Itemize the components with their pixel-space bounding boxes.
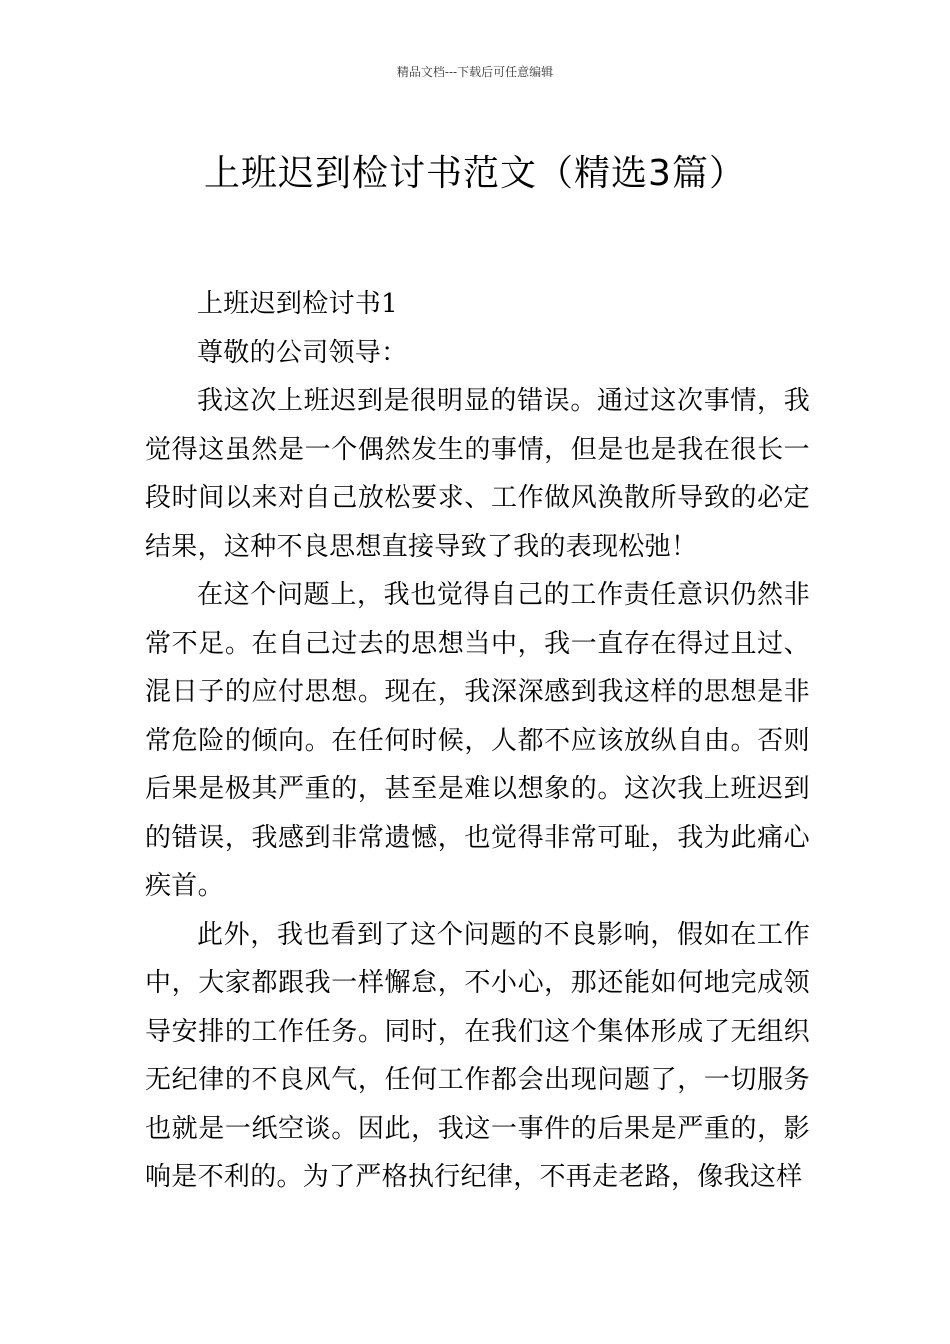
- salutation: 尊敬的公司领导：: [197, 337, 408, 368]
- body-paragraph: 我这次上班迟到是很明显的错误。通过这次事情，我觉得这虽然是一个偶然发生的事情，但是也是我在很长一段时间以来对自己放松要求、工作做风涣散所导致的必定结果，这种不良思想直接导致了我的表现松弛！: [145, 386, 810, 562]
- body-paragraph: 此外，我也看到了这个问题的不良影响，假如在工作中，大家都跟我一样懈怠，不小心，那还能如何地完成领导安排的工作任务。同时，在我们这个集体形成了无组织无纪律的不良风气，任何工作都会出现问题了，一切服务也就是一纸空谈。因此，我这一事件的后果是严重的，影响是不利的。为了严格执行纪律，不再走老路，像我这样: [145, 919, 810, 1192]
- page-header-note: 精品文档---下载后可任意编辑: [396, 65, 554, 79]
- section-heading: 上班迟到检讨书1: [197, 289, 398, 319]
- document-body: [145, 280, 810, 1202]
- document-title: 上班迟到检讨书范文（精选3篇）: [204, 153, 746, 195]
- body-paragraph: 在这个问题上，我也觉得自己的工作责任意识仍然非常不足。在自己过去的思想当中，我一直存在得过且过、混日子的应付思想。现在，我深深感到我这样的思想是非常危险的倾向。在任何时候，人都不应该放纵自由。否则后果是极其严重的，甚至是难以想象的。这次我上班迟到的错误，我感到非常遗憾，也觉得非常可耻，我为此痛心疾首。: [145, 580, 810, 901]
